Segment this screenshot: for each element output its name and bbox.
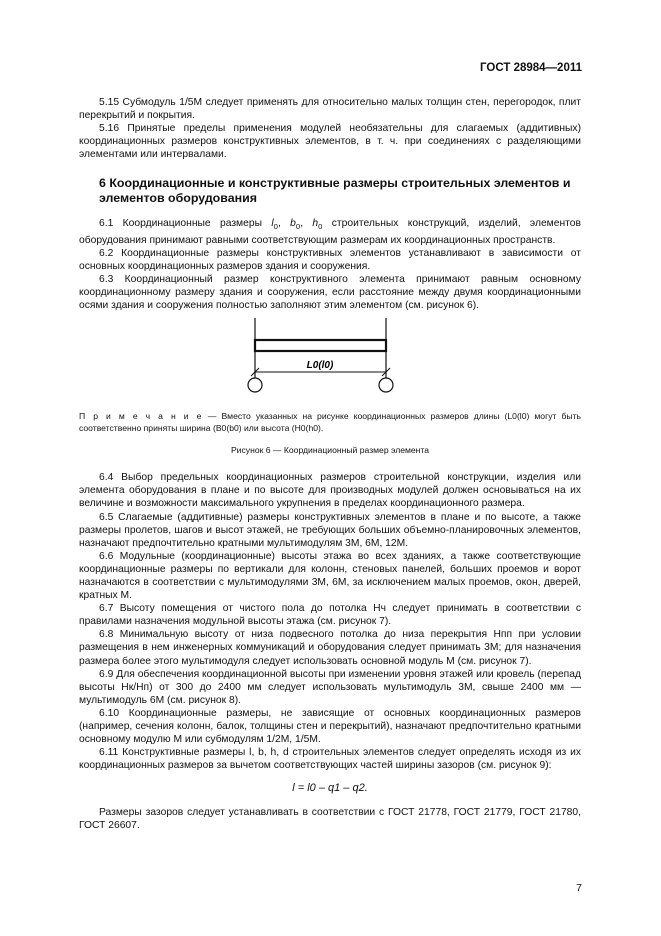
figure-6-drawing bbox=[79, 318, 581, 402]
paragraph-6-2: 6.2 Координационные размеры конструктивных элементов устанавливают в зависимости от основных координационных размеров здания и сооружения. bbox=[79, 247, 581, 272]
figure-6 bbox=[79, 318, 581, 402]
page-number: 7 bbox=[576, 882, 582, 894]
paragraph-6-6: 6.6 Модульные (координационные) высоты этажа во всех зданиях, а также соответствующие координационные размеры по вертикали для колонн, стеновых панелей, больших проемов и ворот назначаются в соответствии с мультимодулями 3М, 6М, за исключением малых проемов, окон, дверей, кратных М. bbox=[79, 550, 581, 602]
figure-caption: Рисунок 6 — Координационный размер элемента bbox=[230, 445, 430, 456]
document-header: ГОСТ 28984—2011 bbox=[480, 62, 582, 74]
paragraph-5-16: 5.16 Принятые пределы применения модулей необязательны для слагаемых (аддитивных) координационных размеров конструктивных элементов, в т. ч. при соединениях с разделяющими элементами или интервалами. bbox=[79, 123, 581, 161]
paragraph-6-1: 6.1 Координационные размеры $l_0$, $b_0$, $h_0$ строительных конструкций, изделий, элементов оборудования принимают равными соответствующим размерам их координационных пространств. bbox=[79, 218, 581, 246]
right-axis-marker bbox=[379, 378, 393, 392]
figure-note: П р и м е ч а н и е — Вместо указанных на рисунке координационных размеров длины (L0(l0) могут быть соответственно приняты ширина (B0(b0) или высота (H0(h0). bbox=[79, 411, 581, 434]
paragraph-gaps: Размеры зазоров следует устанавливать в соответствии с ГОСТ 21778, ГОСТ 21779, ГОСТ 21780, ГОСТ 26607. bbox=[79, 806, 581, 831]
left-axis-marker bbox=[248, 378, 262, 392]
paragraph-6-11: 6.11 Конструктивные размеры l, b, h, d строительных элементов следует определять исходя из их координационных размеров за вычетом соответствующих частей ширины зазоров (см. рисунок 9): bbox=[79, 747, 581, 772]
paragraph-6-7: 6.7 Высоту помещения от чистого пола до потолка Hч следует принимать в соответствии с правилами назначения модульной высоты этажа (см. рисунок 7). bbox=[79, 603, 581, 628]
element-bar bbox=[255, 340, 386, 351]
paragraph-6-3: 6.3 Координационный размер конструктивного элемента принимают равным основному координационному размеру здания и сооружения, если расстояние между двумя координационными осями здания и сооружения полностью заполняют этим элементом (см. рисунок 6). bbox=[79, 273, 581, 312]
paragraph-6-5: 6.5 Слагаемые (аддитивные) размеры конструктивных элементов в плане и по высоте, а также размеры пролетов, шагов и высот этажей, не требующих больших объемно-планировочных элементов, назначают предпочтительно кратными мультимодулям 3М, 6М, 12М. bbox=[79, 511, 581, 549]
paragraph-6-4: 6.4 Выбор предельных координационных размеров строительной конструкции, изделия или элемента оборудования в плане и по высоте для производных модулей должен основываться на их величине и возможности максимального укрупнения в пределах координационного размера. bbox=[79, 472, 581, 510]
paragraph-6-9: 6.9 Для обеспечения координационной высоты при изменении уровня этажей или кровель (перепад высоты Hк/Hп) от 300 до 2400 мм следует использовать мультимодуль 3М, свыше 2400 мм — мультимодуль 6М (см. рисунок 8). bbox=[79, 668, 581, 706]
formula: l = l0 – q1 – q2. bbox=[292, 782, 368, 795]
dimension-label: L0(l0) bbox=[306, 360, 334, 372]
paragraph-6-8: 6.8 Минимальную высоту от низа подвесного потолка до низа перекрытия Hпп при условии размещения в нем инженерных коммуникаций и оборудования следует принимать 3М; для назначения размера более этого мультимодуля следует использовать основной модуль М (см. рисунок 7). bbox=[79, 629, 581, 667]
paragraph-5-15: 5.15 Субмодуль 1/5М следует применять для относительно малых толщин стен, перегородок, плит перекрытий и покрытия. bbox=[79, 97, 581, 122]
section-6-heading: 6 Координационные и конструктивные размеры строительных элементов и элементов оборудования bbox=[99, 176, 571, 206]
paragraph-6-10: 6.10 Координационные размеры, не зависящие от основных координационных размеров (например, сечения колонн, балок, толщины стен и перекрытий), назначают предпочтительно кратными основному модулю М или субмодулям 1/2М, 1/5М. bbox=[79, 707, 581, 746]
page-body bbox=[79, 96, 581, 832]
